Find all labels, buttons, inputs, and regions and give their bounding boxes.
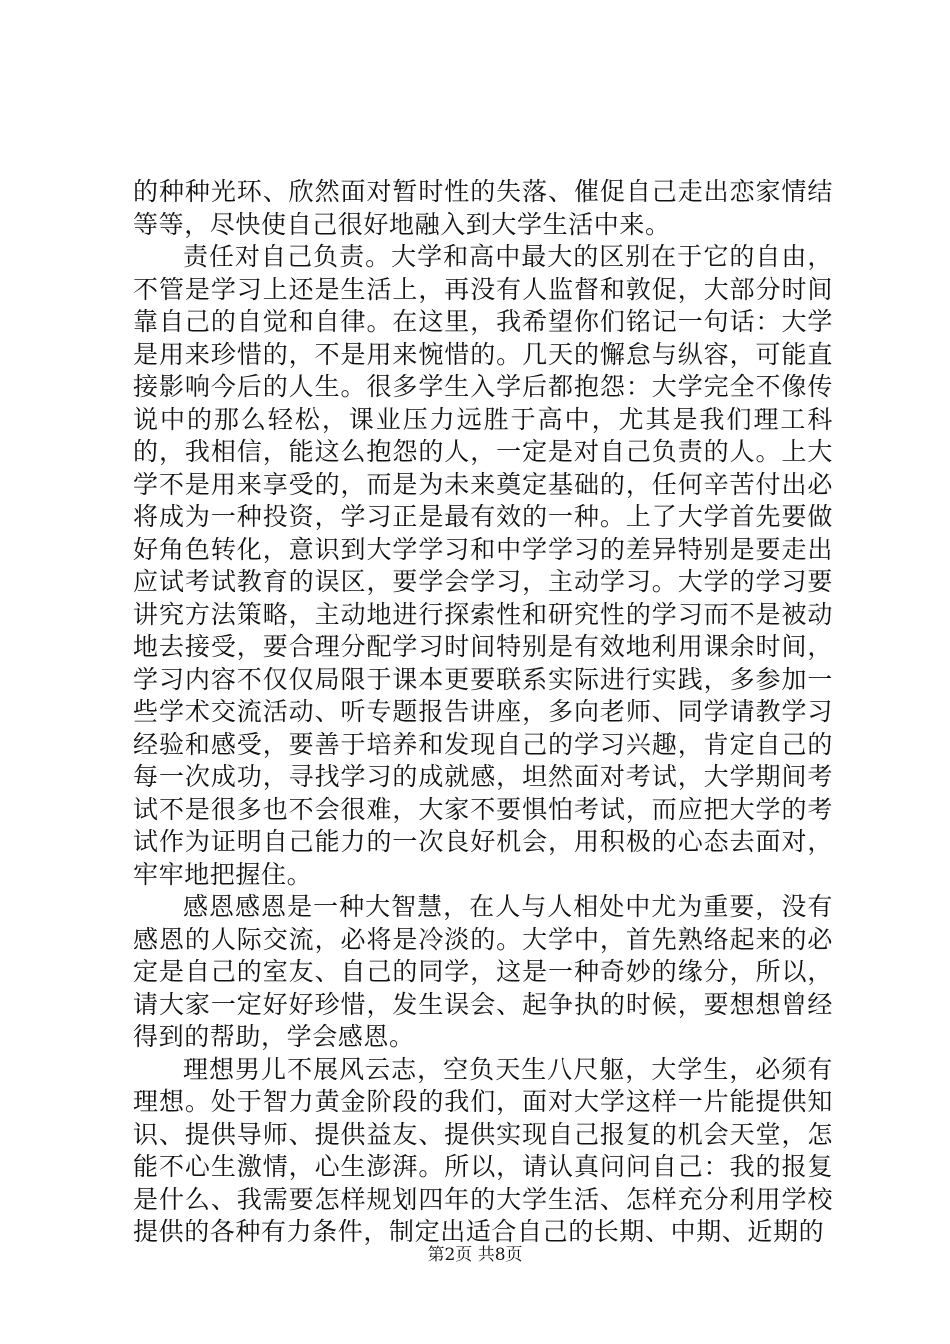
page-number-footer: 第2页 共8页 bbox=[427, 1245, 523, 1265]
paragraph-ideal: 理想男儿不展风云志，空负天生八尺躯，大学生，必须有理想。处于智力黄金阶段的我们，面对大学这样一片能提供知识、提供导师、提供益友、提供实现自己报复的机会天堂，怎能不心生激情，心生澎湃。所以，请认真问问自己：我的报复是什么、我需要怎样规划四年的大学生活、怎样充分利用学校提供的各种有力条件，制定出适合自己的长期、中期、近期的 bbox=[133, 1054, 833, 1246]
paragraph-gratitude: 感恩感恩是一种大智慧，在人与人相处中尤为重要，没有感恩的人际交流，必将是冷淡的。大学中，首先熟络起来的必定是自己的室友、自己的同学，这是一种奇妙的缘分，所以，请大家一定好好珍惜，发生误会、起争执的时候，要想想曾经得到的帮助，学会感恩。 bbox=[133, 892, 833, 1051]
paragraph-continuation: 的种种光环、欣然面对暂时性的失落、催促自己走出恋家情结等等，尽快使自己很好地融入到大学生活中来。 bbox=[133, 177, 833, 239]
paragraph-responsibility: 责任对自己负责。大学和高中最大的区别在于它的自由，不管是学习上还是生活上，再没有人监督和敦促，大部分时间靠自己的自觉和自律。在这里，我希望你们铭记一句话：大学是用来珍惜的，不是用来惋惜的。几天的懈怠与纵容，可能直接影响今后的人生。很多学生入学后都抱怨：大学完全不像传说中的那么轻松，课业压力远胜于高中，尤其是我们理工科的，我相信，能这么抱怨的人，一定是对自己负责的人。上大学不是用来享受的，而是为未来奠定基础的，任何辛苦付出必将成为一种投资，学习正是最有效的一种。上了大学首先要做好角色转化，意识到大学学习和中学学习的差异特别是要走出应试考试教育的误区，要学会学习，主动学习。大学的学习要讲究方法策略，主动地进行探索性和研究性的学习而不是被动地去接受，要合理分配学习时间特别是有效地利用课余时间，学习内容不仅仅局限于课本更要联系实际进行实践，多参加一些学术交流活动、听专题报告讲座，多向老师、同学请教学习经验和感受，要善于培养和发现自己的学习兴趣，肯定自己的每一次成功，寻找学习的成就感，坦然面对考试，大学期间考试不是很多也不会很难，大家不要惧怕考试，而应把大学的考试作为证明自己能力的一次良好机会，用积极的心态去面对，牢牢地把握住。 bbox=[133, 242, 833, 889]
document-body bbox=[133, 176, 833, 1249]
